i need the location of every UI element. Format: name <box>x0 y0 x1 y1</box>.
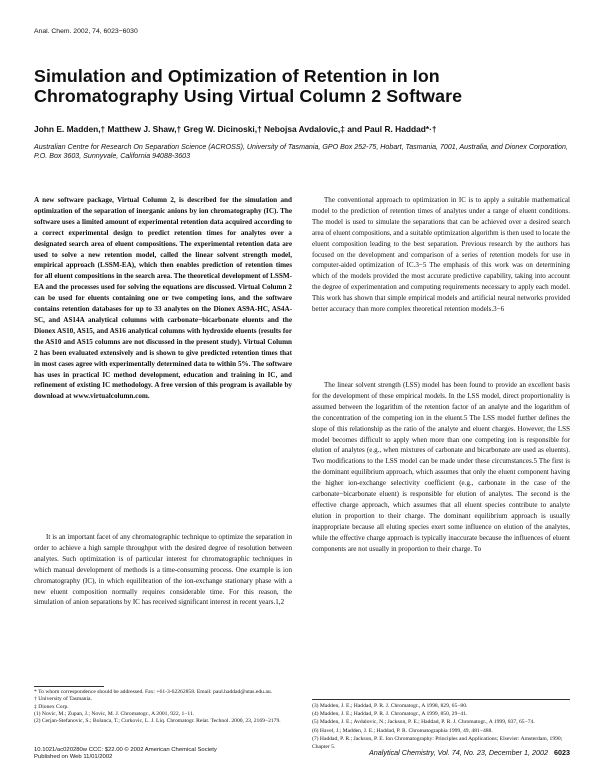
abstract: A new software package, Virtual Column 2, is described for the simulation and optimization of the separation of inorganic anions by ion chromatography (IC). The software uses a limited amount of experimental retention data acquired according to a correct experimental design to predict retention times for analytes over a designated search area of eluent compositions. The experimental retention data are used to solve a new retention model, called the linear solvent strength model, empirical approach (LSSM-EA), which then enables prediction of retention times for all eluent compositions in the search area. The theoretical development of LSSM-EA and the processes used for solving the equations are discussed. Virtual Column 2 can be used for eluents containing one or two competing ions, and the software contains retention databases for up to 33 analytes on the Dionex AS9A-HC, AS4A-SC, and AS14A analytical columns with carbonate−bicarbonate eluents and the Dionex AS10, AS15, and AS16 analytical columns with hydroxide eluents (results for the AS10 and AS15 columns are not discussed in the present study). Virtual Column 2 has been evaluated extensively and is shown to give predicted retention times that in most cases agree with experimentally determined data to within 5%. The software has uses in practical IC method development, education and training in IC, and refinement of existing IC methodology. A free version of this program is available by download at www.virtualcolumn.com. <box>34 196 292 401</box>
doi-line: 10.1021/ac020280w CCC: $22.00 © 2002 American Chemical Society <box>34 747 217 753</box>
right-column-paragraph-2: The linear solvent strength (LSS) model has been found to provide an excellent basis for the development of these empirical models. In the LSS model, direct proportionality is assumed between the logarithm of the retention factor of an analyte and the logarithm of the concentration of the competing ion in the eluent.5 The LSS model further defines the slope of this relationship as the ratio of the analyte and eluent charges. However, the LSS model becomes difficult to apply when more than one competing ion is responsible for elution of analytes (e.g., when mixtures of carbonate and bicarbonate are used as eluents). Two modifications to the LSS model can be made under these circumstances.5 The first is the dominant equilibrium approach, which assumes that only the eluent component having the higher ion-exchange selectivity coefficient (e.g., carbonate in the case of the carbonate−bicarbonate eluent) is responsible for elution of analytes. The second is the effective charge approach, which assumes that all eluent species contribute to analyte elution in proportion to their charge. The dominant equilibrium approach is usually inappropriate because all eluting species exert some influence on elution of the analytes, while the effective charge approach is typically inaccurate because the influences of eluent components are not usually in proportion to their charge. To <box>312 381 570 553</box>
reference-7: (7) Haddad, P. R.; Jackson, P. E. Ion Chromatography: Principles and Applications; Elsevier: Amsterdam, 1990; Chapter 5. <box>312 735 563 751</box>
page-number: 6023 <box>554 748 570 757</box>
reference-2: (2) Cerjan-Stefanovic, S.; Bolanca, T.; Curkovic, L. J. Liq. Chromatogr. Relat. Technol. 2000, 23, 2169−2179. <box>34 718 281 725</box>
reference-1: (1) Novic, M.; Zupan, J.; Novic, M. J. Chromatogr., A 2001, 922, 1−11. <box>34 710 195 717</box>
reference-4: (4) Madden, J. E.; Haddad, P. R. J. Chromatogr., A 1999, 850, 29−41. <box>312 711 468 718</box>
footnote-correspondence: * To whom correspondence should be addressed. Fax: +61-3-62262858. Email: paul.haddad@utas.edu.au. <box>34 689 273 695</box>
doi-block <box>34 747 217 762</box>
footnote-affil-1: † University of Tasmania. <box>34 696 92 703</box>
footnote-divider <box>34 686 104 687</box>
reference-3: (3) Madden, J. E.; Haddad, P. R. J. Chromatogr., A 1998, 829, 65−80. <box>312 703 468 709</box>
references-right-column <box>312 702 570 751</box>
journal-citation: Anal. Chem. 2002, 74, 6023−6030 <box>34 28 138 35</box>
journal-issue: Analytical Chemistry, Vol. 74, No. 23, December 1, 2002 <box>369 748 548 757</box>
footnotes <box>34 689 292 725</box>
reference-5: (5) Madden, J. E.; Avdalovic, N.; Jackson, P. E.; Haddad, P. R. J. Chromatogr., A 1999, 837, 65−74. <box>312 719 535 726</box>
published-date: Published on Web 11/01/2002 <box>34 754 113 761</box>
author-list: John E. Madden,† Matthew J. Shaw,† Greg W. Dicinoski,† Nebojsa Avdalovic,‡ and Paul R. Haddad*·† <box>34 124 437 134</box>
article-title: Simulation and Optimization of Retention in Ion Chromatography Using Virtual Column 2 Software <box>34 66 463 106</box>
right-column-paragraph-2-container <box>312 380 570 555</box>
right-column-paragraph-1: The conventional approach to optimization in IC is to apply a suitable mathematical model to the prediction of retention times of analytes under a range of eluent conditions. The model is used to simulate the separations that can be achieved over a desired search area of eluent compositions, and a suitable optimization algorithm is then used to locate the eluent composition leading to the best separation. Previous research by the authors has focused on the development and comparison of a series of retention models for use in computer-aided optimization of IC.3−5 The emphasis of this work was on determining which of the models provided the most accurate predictive capability, taking into account the degree of experimentation and computing requirements necessary to apply each model. This work has shown that simple empirical models and artificial neural networks provided better accuracy than more complex theoretical retention models.3−6 <box>312 196 570 314</box>
references-divider <box>312 699 570 700</box>
footer-journal <box>312 748 570 757</box>
reference-6: (6) Havel, J.; Madden, J. E.; Haddad, P. R. Chromatographia 1999, 49, 481−488. <box>312 727 493 734</box>
introduction-section <box>34 532 292 608</box>
footnote-affil-2: ‡ Dionex Corp. <box>34 703 69 710</box>
affiliation: Australian Centre for Research On Separation Science (ACROSS), University of Tasmania, GPO Box 252-75, Hobart, Tasmania, 7001, Australia, and Dionex Corporation, P.O. Box 3603, Sunnyvale, California 94088-3603 <box>34 143 568 161</box>
intro-paragraph: It is an important facet of any chromatographic technique to optimize the separation in order to achieve a high sample throughput with the desired degree of resolution between analytes. Such optimization is of particular interest for chromatographic techniques in which manual development of methods is a time-consuming process. One example is ion chromatography (IC), in which equilibration of the ion-exchange stationary phase with a new eluent composition normally requires considerable time. For this reason, the simulation of anion separations by IC has received significant interest in recent years.1,2 <box>34 533 292 607</box>
right-column-paragraph-1-container <box>312 195 570 315</box>
